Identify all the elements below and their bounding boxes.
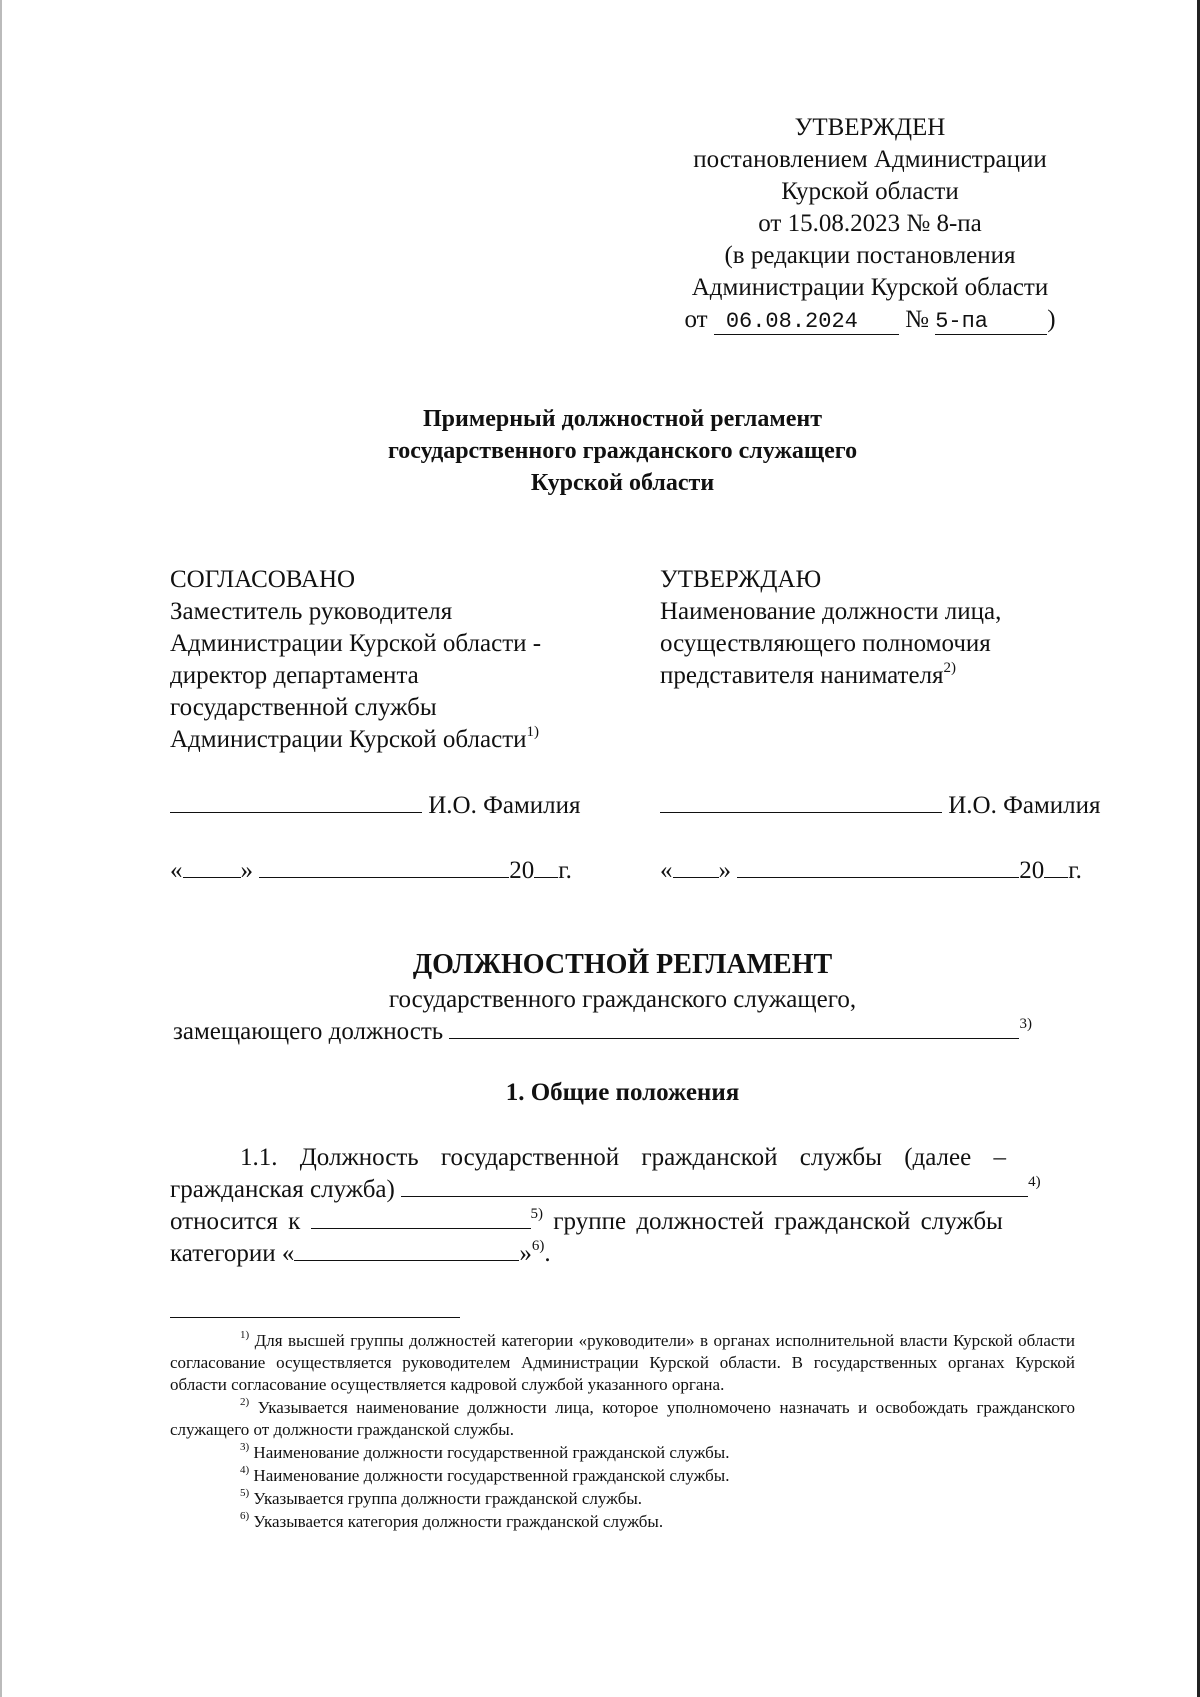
approve-year-suffix: г. — [1068, 857, 1082, 884]
footnote-3-mark: 3) — [240, 1441, 250, 1454]
footnote-6-text: Указывается категория должности гражданской службы. — [253, 1512, 664, 1531]
paragraph-mark-5: 5) — [530, 1205, 544, 1222]
regulation-position-blank[interactable] — [449, 1016, 1019, 1039]
sample-title-line-1: Примерный должностной регламент — [423, 406, 822, 432]
agreed-footnote-mark: 1) — [526, 723, 540, 740]
footnote-2 — [170, 1397, 1075, 1441]
paragraph-1-1-row-2 — [170, 1174, 1075, 1206]
paragraph-1-1-row-3 — [170, 1206, 1075, 1238]
approval-block — [655, 112, 1085, 336]
footnote-2-text: Указывается наименование должности лица, которое уполномочено назначать и освобождать гражданского служащего от должности гражданской службы. — [170, 1398, 1076, 1439]
regulation-title: ДОЛЖНОСТНОЙ РЕГЛАМЕНТ — [412, 949, 833, 980]
footnote-6-mark: 6) — [240, 1510, 250, 1523]
footnote-separator — [170, 1317, 460, 1318]
agreed-signature-row — [170, 790, 581, 821]
scan-edge-left — [0, 0, 2, 1697]
approval-date-prefix: от — [684, 306, 708, 333]
footnote-2-mark: 2) — [240, 1396, 250, 1409]
approve-line-3 — [660, 660, 1120, 692]
footnote-1-text: Для высшей группы должностей категории «руководители» в органах исполнительной власти Курской области согласование осуществляется руководителем Администрации Курской области. В государственных органах Курской области согласование осуществляется кадровой службой указанного органа. — [170, 1331, 1075, 1394]
approval-line-3: от 15.08.2023 № 8-па — [758, 210, 982, 237]
paragraph-1-1 — [170, 1142, 1075, 1270]
agreed-date-close: » — [240, 857, 253, 884]
agreed-year-blank[interactable] — [534, 855, 558, 878]
footnote-5-text: Указывается группа должности гражданской службы. — [253, 1489, 643, 1508]
approve-signature-name: И.О. Фамилия — [948, 792, 1101, 819]
paragraph-1-1-row-1: 1.1. Должность государственной гражданской службы (далее – — [240, 1144, 1006, 1171]
paragraph-1-1-row-4 — [170, 1238, 1075, 1270]
agreed-signature-blank[interactable] — [170, 790, 422, 813]
sample-title-line-3: Курской области — [530, 470, 715, 496]
approve-footnote-mark: 2) — [943, 659, 957, 676]
approval-close-paren: ) — [1047, 306, 1056, 333]
approve-year-blank[interactable] — [1044, 855, 1068, 878]
paragraph-mark-4: 4) — [1028, 1173, 1041, 1190]
approve-date-open: « — [660, 857, 673, 884]
footnote-4 — [170, 1465, 1075, 1487]
approve-day-blank[interactable] — [673, 855, 719, 878]
regulation-subtitle: государственного гражданского служащего, — [388, 986, 857, 1013]
agreed-line-5-text: Администрации Курской области — [170, 726, 527, 753]
paragraph-1-1-row-4-text-a: категории « — [170, 1240, 295, 1267]
approval-line-5: Администрации Курской области — [691, 274, 1049, 301]
agreed-date-open: « — [170, 857, 183, 884]
approve-block — [660, 564, 1120, 692]
paragraph-1-1-row-3-text-b: группе должностей гражданской службы — [553, 1208, 1003, 1235]
footnote-4-mark: 4) — [240, 1464, 250, 1477]
approve-heading: УТВЕРЖДАЮ — [660, 566, 822, 593]
footnote-3 — [170, 1442, 1075, 1464]
paragraph-1-1-row-2-text: гражданская служба) — [170, 1176, 395, 1203]
approval-number-value: 5-па — [935, 310, 1047, 335]
footnote-3-text: Наименование должности государственной гражданской службы. — [253, 1443, 730, 1462]
footnote-4-text: Наименование должности государственной гражданской службы. — [253, 1466, 730, 1485]
civil-service-position-blank[interactable] — [401, 1174, 1028, 1197]
approval-date-value: 06.08.2024 — [714, 310, 899, 335]
sample-title-line-2: государственного гражданского служащего — [387, 438, 858, 464]
approve-line-3-text: представителя нанимателя — [660, 662, 944, 689]
approve-date-row — [660, 855, 1082, 886]
paragraph-1-1-row-3-text-a: относится к — [170, 1208, 301, 1235]
footnotes — [170, 1330, 1075, 1534]
footnote-5 — [170, 1488, 1075, 1510]
approval-line-4: (в редакции постановления — [724, 242, 1016, 269]
approve-signature-row — [660, 790, 1101, 821]
agreed-block — [170, 564, 610, 756]
regulation-footnote-mark: 3) — [1019, 1015, 1032, 1032]
agreed-line-5 — [170, 724, 610, 756]
footnote-5-mark: 5) — [240, 1487, 250, 1500]
approve-line-1: Наименование должности лица, — [660, 598, 1002, 625]
agreed-year-suffix: г. — [558, 857, 572, 884]
approve-line-2: осуществляющего полномочия — [660, 630, 991, 657]
position-group-blank[interactable] — [311, 1206, 531, 1229]
section-1-heading: 1. Общие положения — [505, 1079, 740, 1106]
approve-signature-blank[interactable] — [660, 790, 942, 813]
paragraph-mark-6: 6) — [531, 1237, 545, 1254]
paragraph-1-1-row-4-text-b: » — [519, 1240, 532, 1267]
approve-date-close: » — [718, 857, 731, 884]
footnote-6 — [170, 1511, 1075, 1533]
approval-date-line — [655, 304, 1085, 336]
agreed-month-blank[interactable] — [259, 855, 509, 878]
regulation-position-row — [173, 1016, 1032, 1048]
sample-title — [250, 403, 995, 499]
approval-title: УТВЕРЖДЕН — [794, 114, 946, 141]
agreed-line-3: директор департамента — [170, 662, 419, 689]
agreed-year: 20 — [509, 857, 535, 884]
agreed-heading: СОГЛАСОВАНО — [170, 566, 356, 593]
approval-line-1: постановлением Администрации — [693, 146, 1047, 173]
paragraph-1-1-row-4-end: . — [544, 1240, 551, 1267]
position-category-blank[interactable] — [294, 1238, 519, 1261]
agreed-day-blank[interactable] — [183, 855, 241, 878]
approve-year: 20 — [1019, 857, 1045, 884]
agreed-line-1: Заместитель руководителя — [170, 598, 453, 625]
footnote-1-mark: 1) — [240, 1329, 250, 1342]
agreed-signature-name: И.О. Фамилия — [428, 792, 581, 819]
agreed-line-4: государственной службы — [170, 694, 437, 721]
approval-number-prefix: № — [905, 306, 929, 333]
approve-month-blank[interactable] — [737, 855, 1019, 878]
approval-line-2: Курской области — [781, 178, 959, 205]
agreed-date-row — [170, 855, 572, 886]
regulation-position-label: замещающего должность — [173, 1018, 444, 1045]
footnote-1 — [170, 1330, 1075, 1396]
agreed-line-2: Администрации Курской области - — [170, 630, 542, 657]
